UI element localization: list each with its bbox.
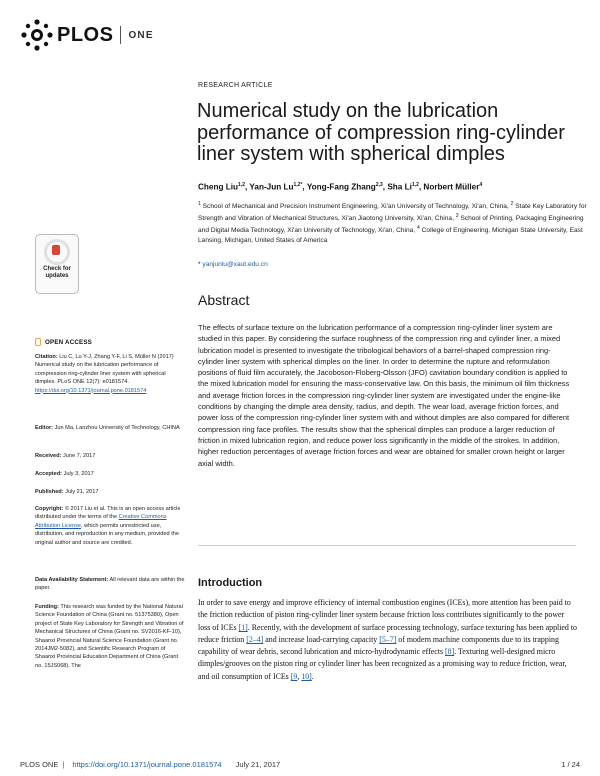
published-date: July 21, 2017 xyxy=(65,489,99,495)
data-availability-block xyxy=(35,576,187,593)
editor-text: Jun Ma, Lanzhou University of Technology, CHINA xyxy=(54,425,180,431)
reference-link[interactable]: 10] xyxy=(301,671,312,681)
intro-text: In order to save energy and improve efficiency of internal combustion engines (ICEs), more attention has been paid to the friction reduction of piston ring-cylinder liner system because friction loss contributes significantly to the power loss of ICEs xyxy=(198,598,571,632)
logo-divider xyxy=(120,26,121,44)
footer-separator: | xyxy=(62,760,65,769)
accepted-date: July 3, 2017 xyxy=(63,471,94,477)
article-type: RESEARCH ARTICLE xyxy=(198,82,273,89)
plos-one-logo[interactable] xyxy=(20,18,154,52)
affil-num: 2 xyxy=(510,201,514,207)
reference-link[interactable]: [5–7] xyxy=(379,634,397,644)
abstract-divider xyxy=(198,545,576,546)
abstract-text: The effects of surface texture on the lubrication performance of a compression ring-cylinder liner system are studied in this paper. By considering the surface roughness of the compression ring and cylinder liner, a mixed lubrication model is presented to investigate the tribological behaviors of a barrel-shaped compression ring-cylinder liner system with spherical dimples on the liner. In order to determine the rupture and reformulation positions of fluid film accurately, the Jacoboson-Floberg-Olsson (JFO) cavitation boundary condition is applied to the mixed lubrication model for ensuring the mass-conservative law. On this basis, the minimum oil film thickness and average friction forces in the compression ring-cylinder liner system are investigated under the engine-like conditions by changing the dimple area density, radius, and depth. The wear load, average friction forces, and power loss of the compression ring-cylinder liner system with and without dimples are also compared for different compression ring face profiles. The results show that the spherical dimples can produce a larger reduction of friction in mixed lubrication region, and reduce power loss significantly in the middle of the strokes. In addition, higher reduction percentages of average friction forces and wear are obtained for smaller crown height or larger axial width. xyxy=(198,323,570,468)
funding-block xyxy=(35,603,187,670)
affiliations xyxy=(198,200,588,246)
open-access-label xyxy=(35,338,92,346)
received-label: Received: xyxy=(35,453,62,459)
intro-text: . Texturing well-designed micro dimples/grooves on the piston ring or cylinder liner has been recognized as a promising way to reduce friction, wear, and oil consumption of ICEs xyxy=(198,647,567,681)
copyright-block xyxy=(35,505,187,547)
received-block xyxy=(35,452,187,460)
logo-text: PLOS xyxy=(57,23,114,46)
email-link[interactable]: yanjunlu@xaut.edu.cn xyxy=(202,261,268,268)
funding-label: Funding: xyxy=(35,604,59,610)
accepted-block xyxy=(35,470,187,478)
citation-doi-link[interactable]: https://doi.org/10.1371/journal.pone.0181574 xyxy=(35,387,147,394)
intro-text: and increase load-carrying capacity xyxy=(263,634,378,644)
copyright-text: © 2017 Liu et al. This is an open access article distributed under the terms of the xyxy=(35,506,181,521)
corresponding-email: * yanjunlu@xaut.edu.cn xyxy=(198,261,268,268)
citation-block xyxy=(35,353,187,395)
page-footer xyxy=(20,760,580,769)
open-lock-icon xyxy=(35,338,41,346)
published-block xyxy=(35,488,187,496)
reference-link[interactable]: [9 xyxy=(290,671,298,681)
citation-label: Citation: xyxy=(35,354,58,360)
author-name[interactable]: Sha Li xyxy=(387,182,412,192)
affil-num: 3 xyxy=(455,212,459,219)
affiliation: College of Engineering, Michigan State University, East Lansing, Michigan, United States of America xyxy=(198,227,583,244)
accepted-label: Accepted: xyxy=(35,471,63,477)
author-name[interactable]: Yan-Jun Lu xyxy=(249,182,294,192)
badge-line-1: Check for xyxy=(43,266,71,272)
reference-separator: , xyxy=(297,671,302,681)
citation-text: Liu C, Lu Y-J, Zhang Y-F, Li S, Müller N (2017) Numerical study on the lubrication performance of compression ring-cylinder liner system with spherical dimples. PLoS ONE 12(7): e0181574. xyxy=(35,354,174,386)
footer-doi-link[interactable]: https://doi.org/10.1371/journal.pone.0181574 xyxy=(72,760,222,769)
author-affil-sup: 1,2 xyxy=(238,182,245,188)
license-link[interactable]: Creative Commons Attribution License xyxy=(35,514,167,529)
abstract-heading: Abstract xyxy=(198,292,250,308)
footer-date: July 21, 2017 xyxy=(235,760,281,769)
copyright-label: Copyright: xyxy=(35,506,64,512)
open-access-text: OPEN ACCESS xyxy=(45,338,93,346)
check-for-updates-badge[interactable] xyxy=(35,234,79,294)
author-affil-sup: 2,3 xyxy=(375,182,383,188)
article-title: Numerical study on the lubrication performance of compression ring-cylinder liner system with spherical dimples xyxy=(197,100,565,165)
data-availability-label: Data Availability Statement: xyxy=(35,577,109,583)
author-affil-sup: 1,2* xyxy=(293,182,303,188)
author-name[interactable]: Norbert Müller xyxy=(423,182,480,192)
received-date: June 7, 2017 xyxy=(63,453,96,459)
introduction-heading: Introduction xyxy=(198,577,263,589)
author-affil-sup: 4 xyxy=(479,182,483,188)
affiliation: State Key Laboratory for Strength and Vibration of Mechanical Structures, Xi'an Jiaotong University, Xi'an, China, xyxy=(198,203,587,223)
reference-link[interactable]: [8] xyxy=(445,647,455,657)
update-bookmark-icon xyxy=(44,239,70,265)
plos-dots-icon xyxy=(20,18,54,52)
reference-link[interactable]: [2–4] xyxy=(246,634,264,644)
affil-num: 1 xyxy=(198,201,201,207)
author-name[interactable]: Cheng Liu xyxy=(198,182,239,192)
author-name[interactable]: Yong-Fang Zhang xyxy=(306,182,376,192)
journal-name: ONE xyxy=(128,29,154,41)
intro-text: of modern machine components due to its trapping capability of wear debris, second lubrication and micro-hydrodynamic effects xyxy=(198,634,559,657)
page-number: 1 / 24 xyxy=(561,760,580,769)
badge-line-2: updates xyxy=(45,273,69,279)
copyright-text-2: , which permits unrestricted use, distribution, and reproduction in any medium, provided the original author and source are credited. xyxy=(35,522,179,546)
author-affil-sup: 1,2 xyxy=(411,182,419,188)
author-list: Cheng Liu$^{1,2}$, Yan-Jun $Lu^{1,2*}$, Yong-Fang Zhang$^{2,3}$, Sha Li$^{1,2}$, Norbert Müller$^4$ xyxy=(198,182,483,192)
intro-text: . Recently, with the development of surface processing technology, surface texturing has been applied to reduce friction xyxy=(198,622,577,644)
funding-text: This research was funded by the National Natural Science Foundation of China (Grant no. 51375380), Open project of State Key Laboratory for Strength and Vibration of Mechanical Structures of China (Grant no. SV2016-KF-10), Shaanxi Provincial Natural Science Foundation (Grant no. 2014JM2-5082), and Scientific Research Program of Shaanxi Provincial Education Department of China (Grant no. 15JS068). The xyxy=(35,604,184,669)
affiliation: School of Printing, Packaging Engineering and Digital Media Technology, Xi'an University of Technology, Xi'an, China, xyxy=(198,215,584,235)
editor-block xyxy=(35,424,187,432)
intro-text: . xyxy=(311,671,314,681)
footer-journal: PLOS ONE xyxy=(20,760,59,769)
introduction-text xyxy=(198,597,578,683)
data-availability-text: All relevant data are within the paper. xyxy=(35,577,185,592)
affiliation: School of Mechanical and Precision Instrument Engineering, Xi'an University of Technology, Xi'an, China, xyxy=(202,203,509,211)
reference-link[interactable]: [1] xyxy=(238,622,248,632)
affil-num: 4 xyxy=(417,224,420,231)
published-label: Published: xyxy=(35,489,64,495)
editor-label: Editor: xyxy=(35,425,54,431)
